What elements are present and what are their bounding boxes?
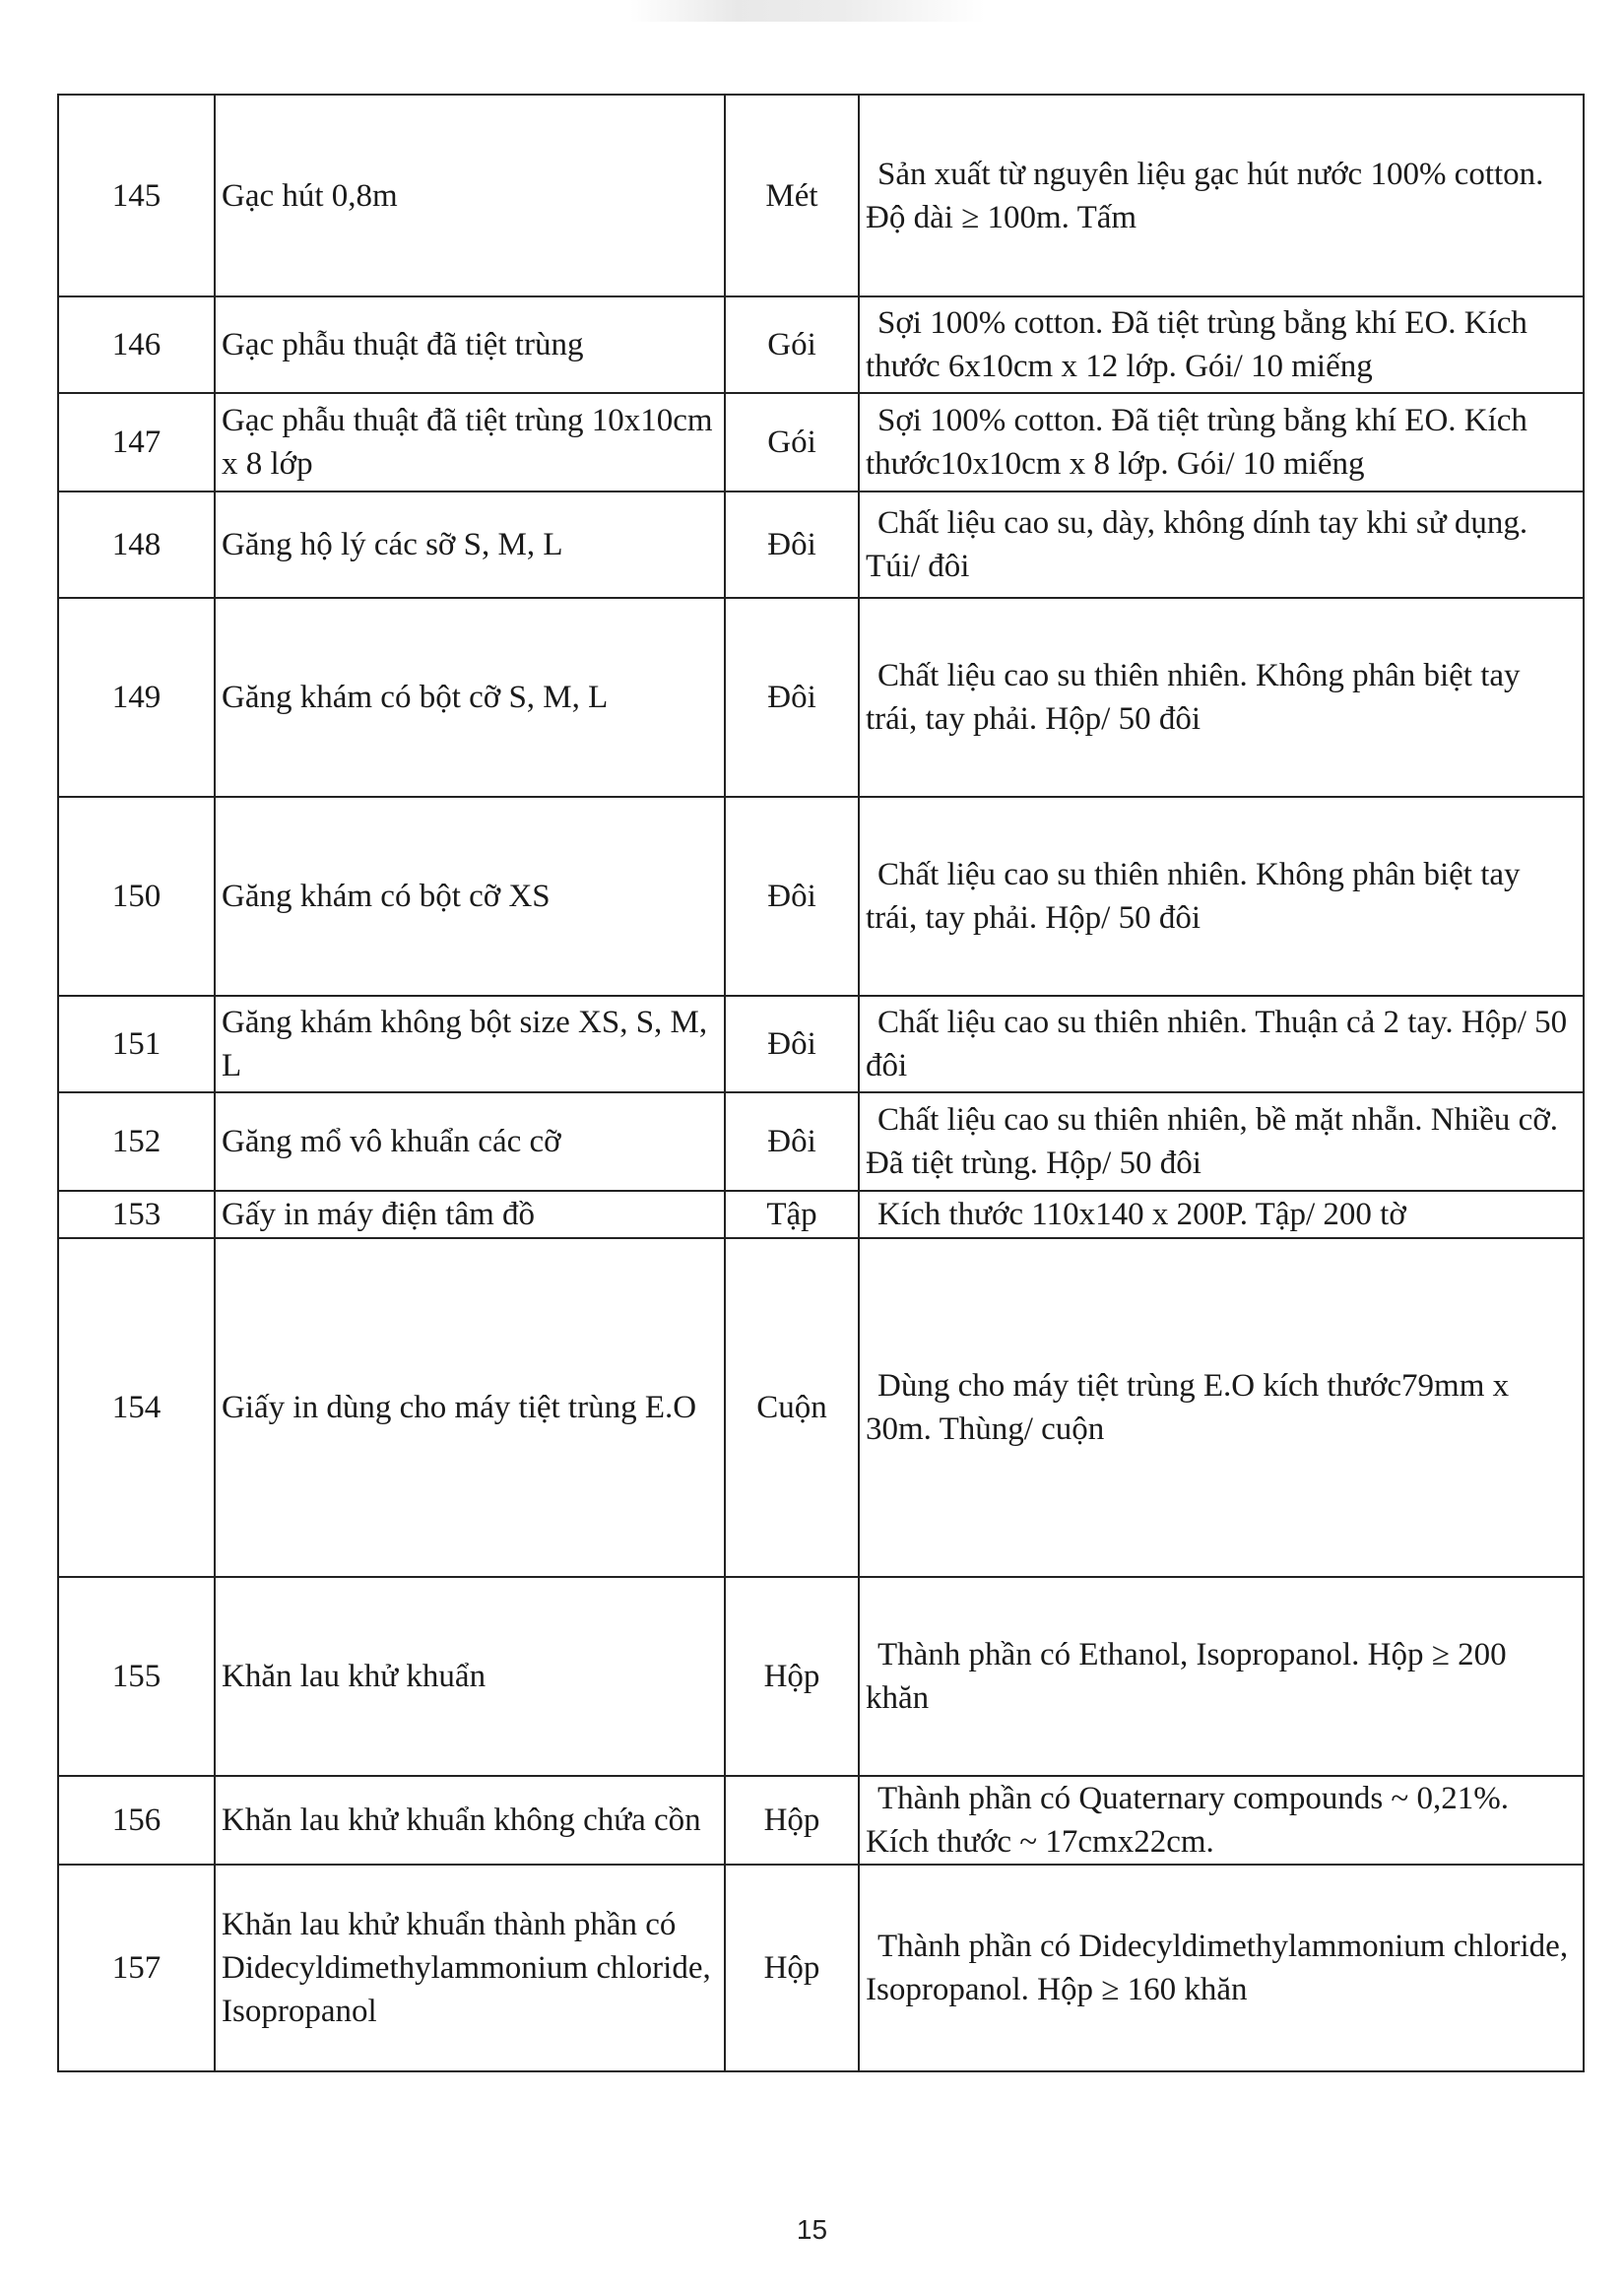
item-unit: Hộp [725, 1865, 859, 2071]
item-unit: Tập [725, 1191, 859, 1238]
row-number: 147 [58, 393, 215, 492]
table-row [58, 1191, 1584, 1238]
item-unit: Cuộn [725, 1238, 859, 1577]
item-spec: Chất liệu cao su thiên nhiên. Không phân biệt tay trái, tay phải. Hộp/ 50 đôi [859, 598, 1584, 797]
item-name: Gạc phẫu thuật đã tiệt trùng [215, 296, 725, 393]
row-number: 154 [58, 1238, 215, 1577]
row-number: 150 [58, 797, 215, 996]
item-spec: Chất liệu cao su thiên nhiên. Thuận cả 2 tay. Hộp/ 50 đôi [859, 996, 1584, 1092]
item-spec: Sợi 100% cotton. Đã tiệt trùng bằng khí EO. Kích thước 6x10cm x 12 lớp. Gói/ 10 miếng [859, 296, 1584, 393]
item-name: Găng khám có bột cỡ S, M, L [215, 598, 725, 797]
table-row [58, 492, 1584, 598]
item-spec: Kích thước 110x140 x 200P. Tập/ 200 tờ [859, 1191, 1584, 1238]
table-row [58, 1865, 1584, 2071]
table-row [58, 296, 1584, 393]
row-number: 145 [58, 95, 215, 296]
item-name: Khăn lau khử khuẩn không chứa cồn [215, 1776, 725, 1865]
item-spec: Thành phần có Quaternary compounds ~ 0,21%. Kích thước ~ 17cmx22cm. [859, 1776, 1584, 1865]
item-spec: Chất liệu cao su thiên nhiên, bề mặt nhẵn. Nhiều cỡ. Đã tiệt trùng. Hộp/ 50 đôi [859, 1092, 1584, 1191]
scan-artifact [630, 0, 985, 22]
row-number: 148 [58, 492, 215, 598]
item-spec: Chất liệu cao su thiên nhiên. Không phân biệt tay trái, tay phải. Hộp/ 50 đôi [859, 797, 1584, 996]
item-spec: Dùng cho máy tiệt trùng E.O kích thước79mm x 30m. Thùng/ cuộn [859, 1238, 1584, 1577]
item-spec: Chất liệu cao su, dày, không dính tay khi sử dụng. Túi/ đôi [859, 492, 1584, 598]
item-unit: Gói [725, 393, 859, 492]
table-row [58, 95, 1584, 296]
row-number: 157 [58, 1865, 215, 2071]
item-name: Gạc phẫu thuật đã tiệt trùng 10x10cm x 8 lớp [215, 393, 725, 492]
item-name: Khăn lau khử khuẩn thành phần có Didecyldimethylammonium chloride, Isopropanol [215, 1865, 725, 2071]
item-name: Găng khám không bột size XS, S, M, L [215, 996, 725, 1092]
item-spec: Thành phần có Didecyldimethylammonium chloride, Isopropanol. Hộp ≥ 160 khăn [859, 1865, 1584, 2071]
table-row [58, 797, 1584, 996]
item-unit: Hộp [725, 1776, 859, 1865]
item-unit: Gói [725, 296, 859, 393]
item-unit: Hộp [725, 1577, 859, 1776]
item-name: Găng khám có bột cỡ XS [215, 797, 725, 996]
row-number: 156 [58, 1776, 215, 1865]
item-unit: Đôi [725, 996, 859, 1092]
item-unit: Đôi [725, 492, 859, 598]
row-number: 155 [58, 1577, 215, 1776]
table-row [58, 393, 1584, 492]
item-name: Găng hộ lý các sỡ S, M, L [215, 492, 725, 598]
item-unit: Đôi [725, 1092, 859, 1191]
row-number: 149 [58, 598, 215, 797]
table-row [58, 1577, 1584, 1776]
item-name: Gạc hút 0,8m [215, 95, 725, 296]
table-row [58, 598, 1584, 797]
item-name: Gấy in máy điện tâm đồ [215, 1191, 725, 1238]
table-row [58, 1092, 1584, 1191]
row-number: 151 [58, 996, 215, 1092]
item-unit: Đôi [725, 598, 859, 797]
item-name: Găng mổ vô khuẩn các cỡ [215, 1092, 725, 1191]
item-spec: Thành phần có Ethanol, Isopropanol. Hộp ≥ 200 khăn [859, 1577, 1584, 1776]
item-unit: Mét [725, 95, 859, 296]
page-number: 15 [796, 2214, 828, 2245]
item-name: Khăn lau khử khuẩn [215, 1577, 725, 1776]
row-number: 152 [58, 1092, 215, 1191]
item-spec: Sợi 100% cotton. Đã tiệt trùng bằng khí EO. Kích thước10x10cm x 8 lớp. Gói/ 10 miếng [859, 393, 1584, 492]
item-unit: Đôi [725, 797, 859, 996]
table-row [58, 1776, 1584, 1865]
row-number: 153 [58, 1191, 215, 1238]
item-name: Giấy in dùng cho máy tiệt trùng E.O [215, 1238, 725, 1577]
row-number: 146 [58, 296, 215, 393]
table-row [58, 1238, 1584, 1577]
item-spec: Sản xuất từ nguyên liệu gạc hút nước 100% cotton. Độ dài ≥ 100m. Tấm [859, 95, 1584, 296]
table-row [58, 996, 1584, 1092]
supply-table [57, 94, 1585, 2072]
